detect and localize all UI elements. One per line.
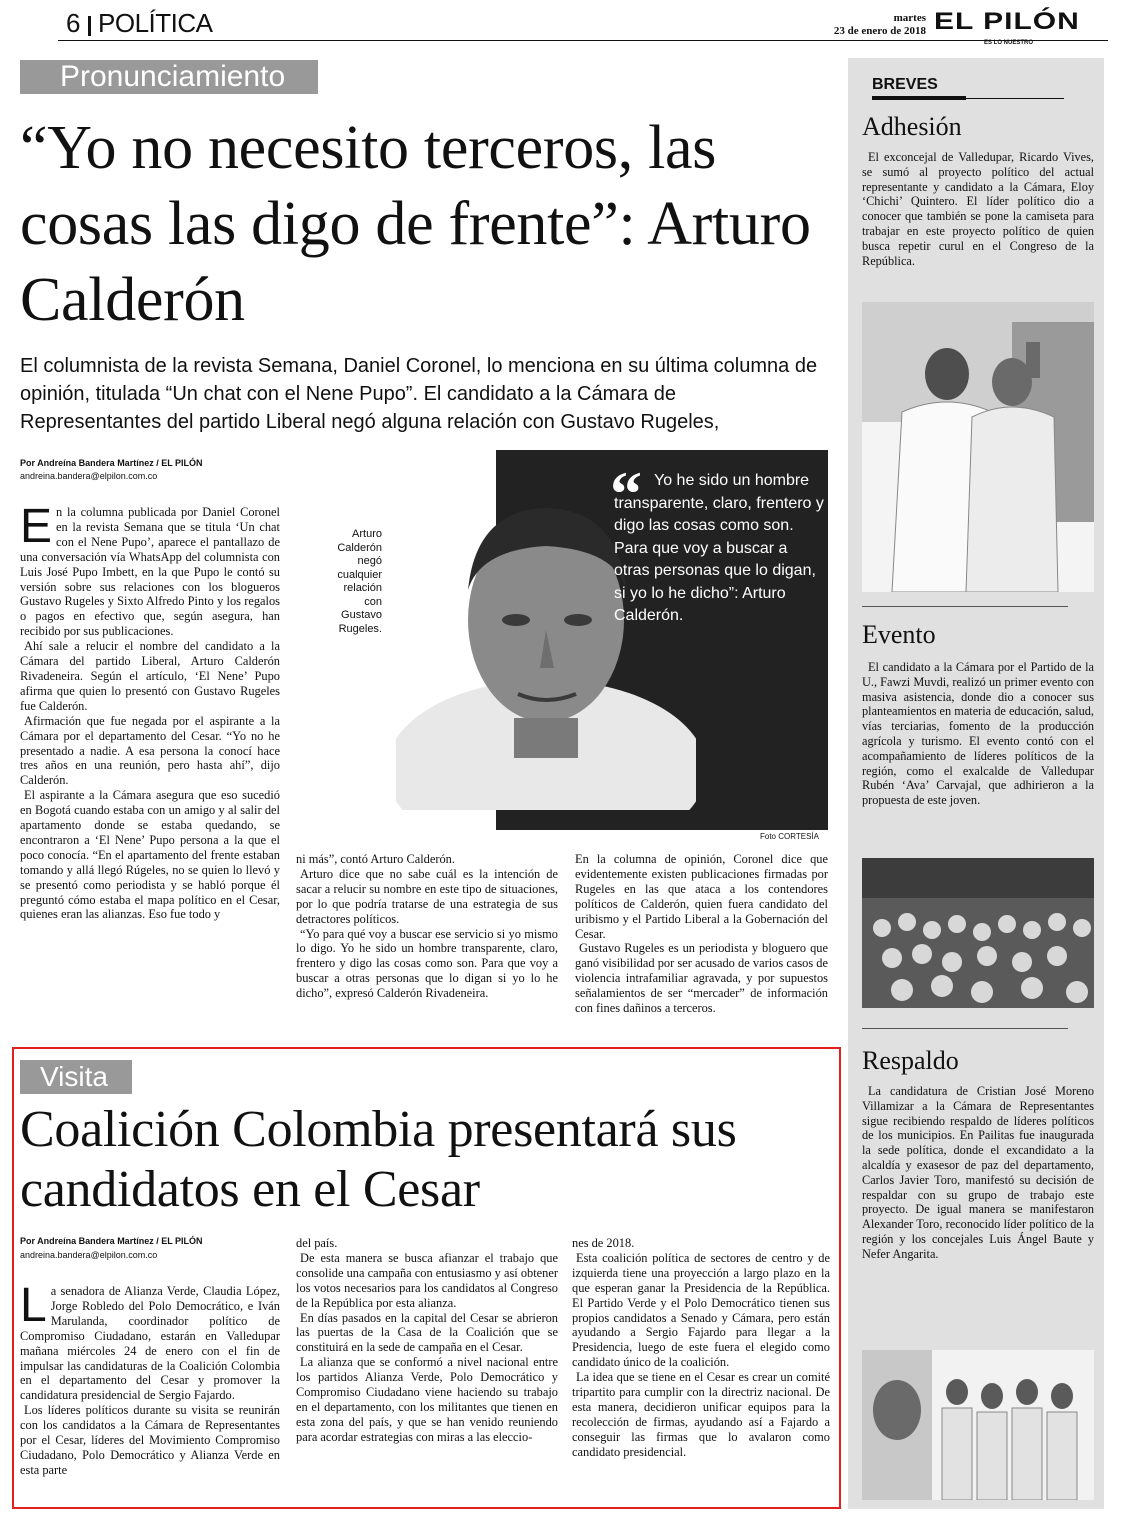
brief-photo [862,1350,1094,1500]
sidebar-rule [872,96,966,100]
article2-byline: Por Andreína Bandera Martínez / EL PILÓN [20,1236,203,1246]
paragraph: a senadora de Alianza Verde, Claudia López, Jorge Robledo del Polo Democrático, e Iván Marulanda, coordinador político de Compromiso Ciudadano, estarán en Valledupar mañana miércoles 24 de enero con el fin de impulsar las candidaturas de la Coalición Colombia en el departamento del Cesar y promover la candidatura presidencial de Sergio Fajardo. [20,1284,280,1403]
article1-column-3 [575,852,828,1016]
article1-dek: El columnista de la revista Semana, Daniel Coronel, lo menciona en su última columna de opinión, titulada “Un chat con el Nene Pupo”. El candidato a la Cámara de Representantes del partido Liberal negó alguna relación con Gustavo Rugeles, [20,355,818,433]
paragraph: del país. [296,1236,338,1250]
paragraph: En la columna de opinión, Coronel dice que evidentemente existen publicaciones firmadas por Rugeles en las que ataca a los contendores políticos de Calderón, quien fuera candidato del uribismo y el Partido Liberal a la Gobernación del Cesar. [575,852,828,941]
pull-quote: Yo he sido un hombre transparente, claro, frentero y digo las cosas como son. Para que voy a buscar a otras personas que lo digan, si yo lo he dicho”: Arturo Calderón. [614,472,824,624]
paragraph: Arturo dice que no sabe cuál es la intención de sacar a relucir su nombre en este tipo de situaciones, por lo que podría tratarse de una estrategia de sus detractores políticos. [296,866,558,926]
article2-headline: Coalición Colombia presentará sus candidatos en el Cesar [20,1101,737,1218]
brief-title: Evento [862,620,936,649]
brief-body: El candidato a la Cámara por el Partido de la U., Fawzi Muvdi, realizó un primer evento con masiva asistencia, donde dio a conocer sus planteamientos en materia de educación, salud, vías terciarias, fomento de la producción agrícola y turismo. El evento contó con el acompañamiento de líderes políticos de la región, como el exalcalde de Valledupar Rubén ‘Ava’ Carvajal, que adhirieron a la propuesta de este joven. [862,660,1094,808]
brief-photo [862,858,1094,1008]
article2-column-3 [572,1236,830,1460]
paragraph: Afirmación que fue negada por el aspirante a la Cámara por el departamento del Cesar. “Yo no he presentado a nadie. A esa persona la conocí hace tres años en una reunión, pero hasta ahí”, dijo Calderón. [20,713,280,788]
brief-divider [862,1028,1068,1029]
photo-credit: Foto CORTESÍA [760,832,819,841]
paragraph: De esta manera se busca afianzar el trabajo que consolide una campaña con entusiasmo y así obtener los votos necesarios para los candidatos al Congreso de la República por esta alianza. [296,1250,558,1310]
paragraph: nes de 2018. [572,1236,635,1250]
page-number: 6 [66,8,80,38]
paragraph: En días pasados en la capital del Cesar se abrieron las puertas de la Casa de la Coalición que se constituirá en la sede de campaña en el Cesar. [296,1310,558,1355]
header-rule [58,40,1108,41]
issue-date: 23 de enero de 2018 [833,25,926,37]
article2-kicker: Visita [20,1060,132,1094]
brief-title: Adhesión [862,112,962,141]
article1-column-1 [20,500,280,922]
paragraph: Los líderes políticos durante su visita se reunirán con los candidatos a la Cámara de Representantes por el Cesar, líderes del Movimiento Compromiso Ciudadano, Polo Democrático y Alianza Verde en esta parte [20,1403,280,1477]
issue-day: martes [893,12,926,24]
article1-column-2 [296,852,558,1001]
paragraph: La idea que se tiene en el Cesar es crear un comité tripartito para cumplir con la directriz nacional. De esta manera, decidieron unificar equipos para la recolección de firmas, ayudando así a Fajardo a conseguir las firmas que lo avalaron como candidato presidencial. [572,1370,830,1459]
article1-headline: “Yo no necesito terceros, las cosas las digo de frente”: Arturo Calderón [20,114,811,334]
paragraph: “Yo para qué voy a buscar ese servicio si yo mismo lo digo. Yo he sido un hombre transparente, claro, frentero y digo las cosas como son. Para que voy a buscar a otras personas que lo digan si yo lo he dicho”, expresó Calderón Rivadeneira. [296,926,558,1001]
brief-body: La candidatura de Cristian José Moreno Villamizar a la Cámara de Representantes sigue recibiendo respaldo de líderes políticos de los municipios. En Pailitas fue inaugurada la sede política, donde el excandidato a la alcaldía y exasesor de paz del departamento, Carlos Javier Toro, manifestó su decisión de respaldar con su grupo de trabajo este proyecto. De igual manera se manifestaron Alexander Toro, reconocido líder político de la región y los concejales Luis Ángel Baute y Nefer Angarita. [862,1084,1094,1261]
paragraph: n la columna publicada por Daniel Coronel en la revista Semana que se titula ‘Un chat con el Nene Pupo’, aparece el pantallazo de una conversación vía WhatsApp del columnista con Luis José Pupo Imbett, en la que Pupo le contó su versión sobre sus relaciones con los blogueros Gustavo Rugeles y Sixto Alfredo Pinto y los regalos o pagos en efectivo que, según asegura, han recibido por sus publicaciones. [20,505,280,639]
article2-column-1 [20,1279,280,1478]
brief-divider [862,606,1068,607]
article2-column-2 [296,1236,558,1445]
sidebar-label: BREVES [872,76,938,93]
paragraph: ni más”, contó Arturo Calderón. [296,852,455,866]
paragraph: Esta coalición política de sectores de centro y de izquierda tiene una proyección a largo plazo en la que esperan ganar la Presidencia de la República. El Partido Verde y el Polo Democrático tienen sus propios candidatos a Senado y Cámara, pero están ayudando a Sergio Fajardo para llegar a la Presidencia, luego de este fuera el elegido como candidato único de la coalición. [572,1250,830,1370]
brief-photo [862,302,1094,592]
article1-email: andreina.bandera@elpilon.com.co [20,471,158,481]
header-separator [88,16,91,36]
article1-byline: Por Andreína Bandera Martínez / EL PILÓN [20,458,203,468]
paragraph: Ahí sale a relucir el nombre del candidato a la Cámara del partido Liberal, Arturo Calderón Rivadeneira. Según el artículo, ‘El Nene’ Pupo afirma que quien lo presentó con Gustavo Rugeles fue Calderón. [20,639,280,713]
article2-email: andreina.bandera@elpilon.com.co [20,1250,158,1260]
article2-dropcap: L [20,1279,47,1332]
brief-title: Respaldo [862,1046,959,1075]
article1-kicker: Pronunciamiento [20,60,318,94]
sidebar-rule [966,98,1064,99]
paragraph: El aspirante a la Cámara asegura que eso sucedió en Bogotá cuando estaba con un amigo y al salir del apartamento donde se estaba quedando, se encontraron a ‘El Nene’ Pupo persona a la que el poco conocía. “En el apartamento del frente estaban tomando y allá llegó Rúgeles, no se quien lo llevó y se presentó como periodista y se habló porque él preguntó cómo estaba el mapa político en el Cesar, quienes eran las alianzas. Eso fue todo y [20,788,280,922]
section-name: POLÍTICA [98,8,213,38]
paragraph: La alianza que se conformó a nivel nacional entre los partidos Alianza Verde, Polo Democrático y Compromiso Ciudadano viene haciendo su trabajo en el departamento, con los militantes que tienen en esta zona del país, y que se han venido reuniendo para acordar estrategias con miras a las eleccio- [296,1355,558,1444]
photo-caption: Arturo Calderón negó cualquier relación con Gustavo Rugeles. [337,528,382,635]
newspaper-slogan: ES LO NUESTRO [984,40,1034,46]
quote-mark: “ [610,458,642,529]
newspaper-logo: EL PILÓN [934,8,1080,35]
paragraph: Gustavo Rugeles es un periodista y bloguero que ganó visibilidad por ser acusado de varios casos de violencia intrafamiliar agravada, y por supuestos señalamientos de ser “mercader” de información con fines dañinos a terceros. [575,941,828,1016]
brief-body: El exconcejal de Valledupar, Ricardo Vives, se sumó al proyecto político del actual representante y candidato a la Cámara, Eloy ‘Chichi’ Quintero. El líder político dio a conocer que también se pone la camiseta para trabajar en este proyecto político de quien busca repetir curul en el Congreso de la República. [862,150,1094,268]
article1-dropcap: E [20,500,53,553]
